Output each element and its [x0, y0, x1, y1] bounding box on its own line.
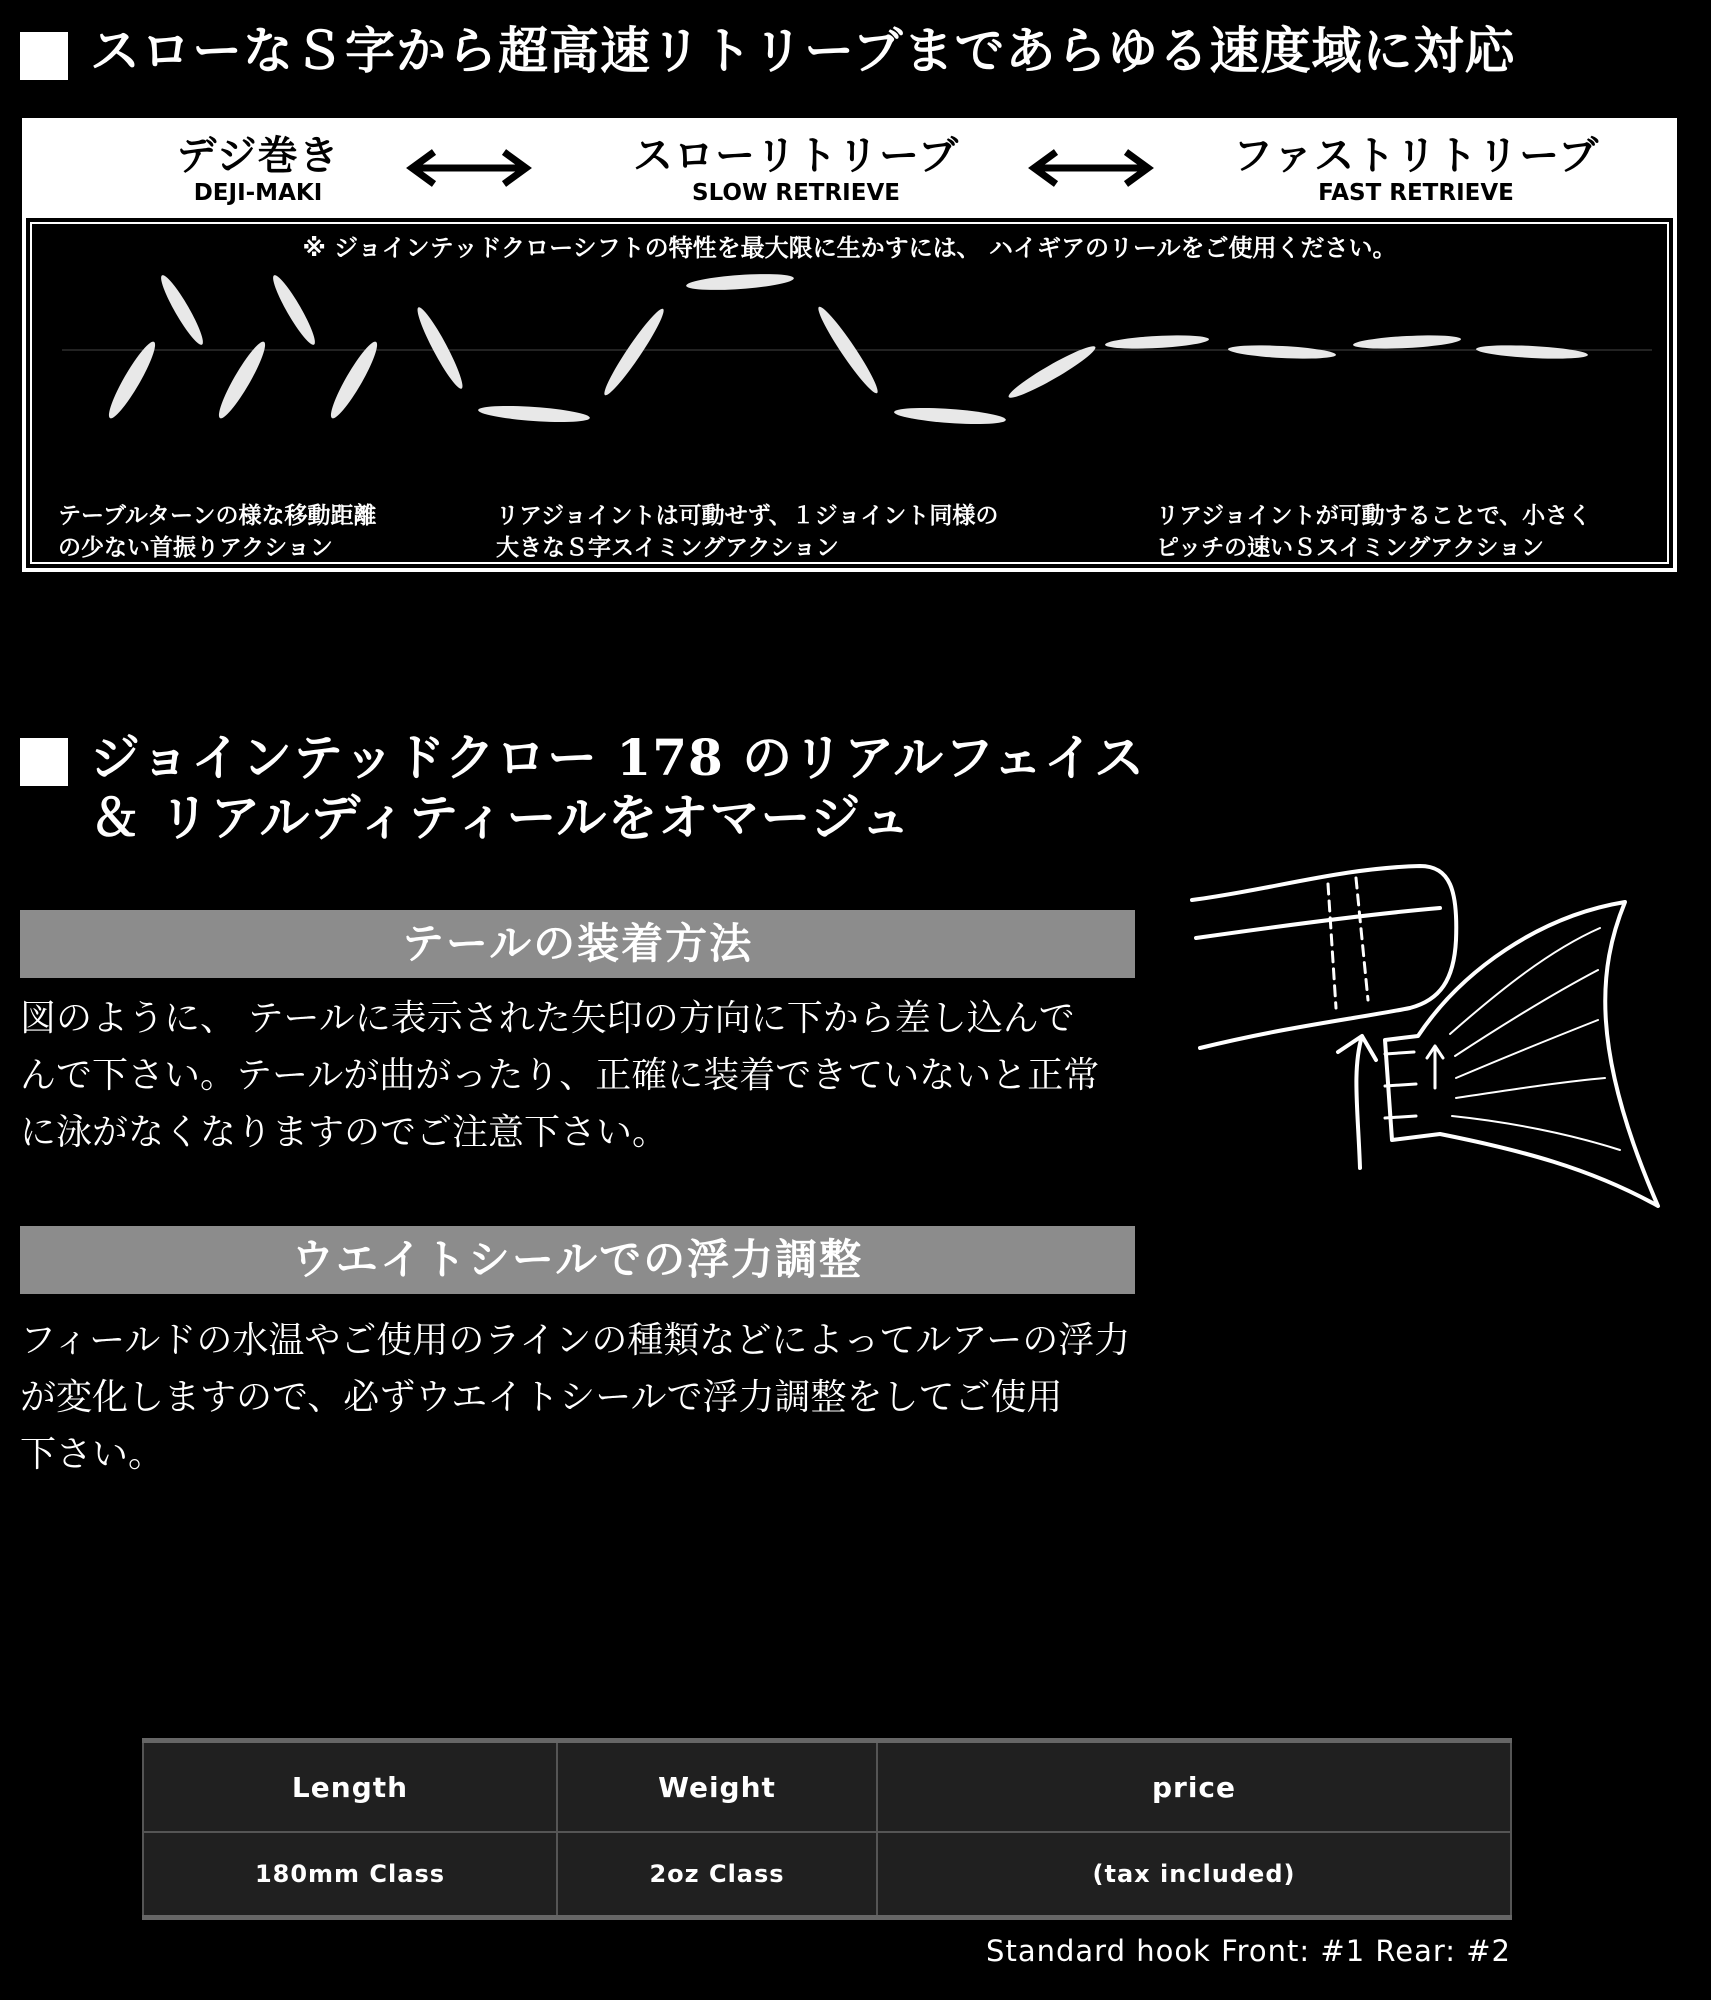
tail-attach-text: [20, 990, 1150, 1161]
square-bullet-icon: [20, 738, 68, 786]
retrieve-diagram: [22, 118, 1677, 572]
section-heading-text: [90, 728, 1145, 848]
heading-line: ジョインテッドクロー 178 のリアルフェイス: [90, 728, 1146, 787]
lure-icon: [894, 405, 1007, 427]
header-price: price: [877, 1741, 1511, 1833]
text-line: フィールドの水温やご使用のラインの種類などによってルアーの浮力: [20, 1320, 1131, 1361]
caption-deji-maki: [58, 500, 458, 564]
tail-fin-outline: [1385, 902, 1658, 1206]
text-line: に泳がなくなりますのでご注意下さい。: [20, 1112, 669, 1153]
lure-icon: [156, 272, 208, 348]
text-line: 図のように、 テールに表示された矢印の方向に下から差し込んで: [20, 998, 1075, 1039]
mode-deji-maki: [118, 132, 398, 206]
standard-hook-info: Standard hook Front: #1 Rear: #2: [986, 1934, 1511, 1968]
table-header-row: [143, 1741, 1511, 1833]
lure-icon: [686, 271, 795, 292]
heading-line: ＆ リアルディティールをオマージュ: [90, 788, 912, 847]
lure-icon: [478, 403, 591, 425]
text-line: んで下さい。テールが曲がったり、正確に装着できていないと正常: [20, 1055, 1100, 1096]
caption-line: テーブルターンの様な移動距離: [58, 503, 377, 529]
high-gear-note: ※ ジョインテッドクローシフトの特性を最大限に生かすには、 ハイギアのリールをご使用ください。: [302, 234, 1397, 262]
mode-label-jp: デジ巻き: [176, 133, 340, 179]
caption-line: リアジョイントが可動することで、小さく: [1156, 503, 1592, 529]
lure-swimming-path-illustration: [32, 270, 1667, 450]
value-length: 180mm Class: [143, 1832, 557, 1918]
weight-seal-title: ウエイトシールでの浮力調整: [20, 1226, 1135, 1294]
square-bullet-icon: [20, 32, 68, 80]
text-line: 下さい。: [20, 1434, 165, 1475]
weight-seal-text: [20, 1312, 1150, 1483]
lure-icon: [1476, 343, 1588, 361]
double-arrow-icon: [1026, 148, 1156, 188]
lure-icon: [1105, 333, 1209, 350]
lure-body-outline: [1192, 866, 1456, 1048]
mode-label-jp: ファストリトリーブ: [1232, 133, 1600, 179]
lure-icon: [325, 338, 383, 422]
header-length: Length: [143, 1741, 557, 1833]
lure-icon: [1228, 343, 1336, 361]
caption-line: リアジョイントは可動せず、１ジョイント同様の: [496, 503, 999, 529]
mode-label-en: FAST RETRIEVE: [1318, 180, 1514, 206]
tail-attach-title: テールの装着方法: [20, 910, 1135, 978]
lure-icon: [599, 305, 669, 399]
value-weight: 2oz Class: [557, 1832, 877, 1918]
tail-attachment-illustration: [1180, 850, 1680, 1230]
mode-label-en: DEJI-MAKI: [193, 180, 323, 206]
mode-label-en: SLOW RETRIEVE: [692, 180, 900, 206]
text-line: が変化しますので、必ずウエイトシールで浮力調整をしてご使用: [20, 1377, 1063, 1418]
lure-icon: [1353, 333, 1461, 351]
lure-icon: [103, 338, 161, 422]
section-heading-text: スローなＳ字から超高速リトリーブまであらゆる速度域に対応: [90, 21, 1516, 80]
retrieve-modes-header: [26, 122, 1673, 218]
header-weight: Weight: [557, 1741, 877, 1833]
caption-line: の少ない首振りアクション: [58, 535, 333, 561]
caption-line: 大きなＳ字スイミングアクション: [496, 535, 839, 561]
lure-icon: [412, 304, 468, 392]
section-heading-real-face: [20, 728, 1145, 848]
section-heading-speed: [20, 22, 1516, 80]
value-price: (tax included): [877, 1832, 1511, 1918]
table-row: [143, 1832, 1511, 1918]
lure-icon: [213, 338, 271, 422]
lure-icon: [268, 272, 320, 348]
insert-arrow-icon: [1338, 1036, 1376, 1168]
mode-slow-retrieve: [586, 132, 1006, 206]
caption-fast-retrieve: [1156, 500, 1656, 564]
mode-label-jp: スローリトリーブ: [633, 133, 959, 179]
spec-table: [142, 1738, 1512, 1920]
mode-fast-retrieve: [1176, 132, 1656, 206]
double-arrow-icon: [404, 148, 534, 188]
caption-slow-retrieve: [496, 500, 1096, 564]
caption-line: ピッチの速いＳスイミングアクション: [1156, 535, 1545, 561]
